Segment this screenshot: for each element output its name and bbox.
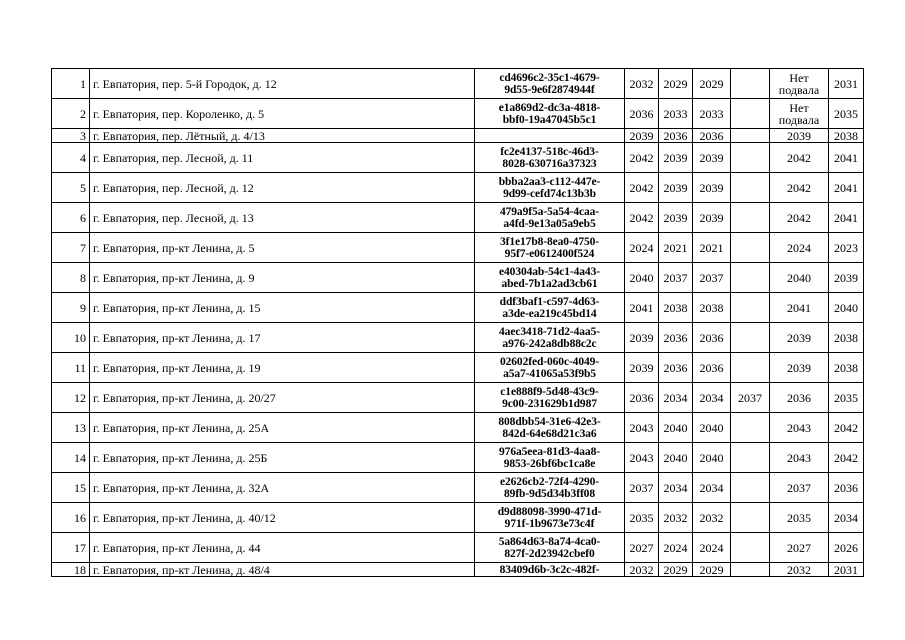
building-id-line-1: 4aec3418-71d2-4aa5-	[499, 325, 600, 338]
building-id-line-1: 479a9f5a-5a54-4caa-	[499, 205, 600, 218]
row-number-cell: 12	[52, 383, 90, 413]
year-cell-3: 2036	[693, 353, 731, 383]
row-number-cell: 11	[52, 353, 90, 383]
table-row	[52, 69, 864, 99]
year-cell-2: 2040	[659, 413, 693, 443]
building-id-line-1: e1a869d2-dc3a-4818-	[498, 101, 601, 114]
row-number-cell: 3	[52, 129, 90, 143]
table-row	[52, 413, 864, 443]
final-year-cell: 2036	[829, 473, 864, 503]
basement-cell: 2039	[770, 129, 829, 143]
extra-year-cell	[731, 263, 770, 293]
year-cell-2: 2029	[659, 69, 693, 99]
building-id-line-2: 9c00-231629b1d987	[502, 397, 597, 410]
address-cell: г. Евпатория, пр-кт Ленина, д. 25А	[90, 413, 475, 443]
building-id-cell	[475, 413, 625, 443]
building-id-line-1: fc2e4137-518c-46d3-	[500, 145, 599, 158]
year-cell-3: 2034	[693, 473, 731, 503]
year-cell-3: 2029	[693, 563, 731, 577]
building-id-cell	[475, 263, 625, 293]
building-id-line-1: 83409d6b-3c2c-482f-	[499, 563, 600, 576]
building-id-line-2: abed-7b1a2ad3cb61	[501, 277, 598, 290]
year-cell-2: 2039	[659, 143, 693, 173]
year-cell-1: 2043	[625, 413, 659, 443]
building-id-line-1: c1e888f9-5d48-43c9-	[500, 385, 599, 398]
extra-year-cell	[731, 99, 770, 129]
building-id-cell	[475, 69, 625, 99]
year-cell-2: 2033	[659, 99, 693, 129]
basement-cell: 2035	[770, 503, 829, 533]
basement-cell: 2036	[770, 383, 829, 413]
building-id-cell	[475, 323, 625, 353]
final-year-cell: 2031	[829, 563, 864, 577]
year-cell-3: 2039	[693, 143, 731, 173]
year-cell-2: 2039	[659, 203, 693, 233]
year-cell-1: 2039	[625, 353, 659, 383]
year-cell-1: 2043	[625, 443, 659, 473]
row-number-cell: 10	[52, 323, 90, 353]
extra-year-cell	[731, 293, 770, 323]
extra-year-cell	[731, 413, 770, 443]
table-row	[52, 203, 864, 233]
year-cell-2: 2039	[659, 173, 693, 203]
building-id-cell	[475, 563, 625, 577]
extra-year-cell	[731, 129, 770, 143]
year-cell-3: 2033	[693, 99, 731, 129]
extra-year-cell	[731, 203, 770, 233]
extra-year-cell	[731, 143, 770, 173]
year-cell-1: 2040	[625, 263, 659, 293]
building-id-cell	[475, 143, 625, 173]
extra-year-cell	[731, 563, 770, 577]
building-id-line-2: 827f-2d23942cbef0	[504, 547, 595, 560]
basement-cell: 2043	[770, 443, 829, 473]
address-cell: г. Евпатория, пр-кт Ленина, д. 15	[90, 293, 475, 323]
table-row	[52, 263, 864, 293]
row-number-cell: 2	[52, 99, 90, 129]
row-number-cell: 4	[52, 143, 90, 173]
address-cell: г. Евпатория, пер. Короленко, д. 5	[90, 99, 475, 129]
extra-year-cell	[731, 233, 770, 263]
row-number-cell: 8	[52, 263, 90, 293]
building-id-cell	[475, 129, 625, 143]
year-cell-2: 2024	[659, 533, 693, 563]
extra-year-cell	[731, 173, 770, 203]
building-id-cell	[475, 99, 625, 129]
address-cell: г. Евпатория, пр-кт Ленина, д. 40/12	[90, 503, 475, 533]
table-row	[52, 503, 864, 533]
address-cell: г. Евпатория, пер. Лётный, д. 4/13	[90, 129, 475, 143]
year-cell-3: 2024	[693, 533, 731, 563]
building-id-cell	[475, 203, 625, 233]
year-cell-1: 2036	[625, 99, 659, 129]
year-cell-1: 2042	[625, 203, 659, 233]
table-row	[52, 473, 864, 503]
basement-cell: 2043	[770, 413, 829, 443]
basement-cell: 2040	[770, 263, 829, 293]
table-row	[52, 353, 864, 383]
table-row	[52, 173, 864, 203]
extra-year-cell	[731, 533, 770, 563]
address-cell: г. Евпатория, пр-кт Ленина, д. 19	[90, 353, 475, 383]
final-year-cell: 2031	[829, 69, 864, 99]
basement-cell: 2039	[770, 353, 829, 383]
row-number-cell: 9	[52, 293, 90, 323]
basement-cell: Нет подвала	[770, 69, 829, 99]
building-id-line-2: bbf0-19a47045b5c1	[502, 113, 597, 126]
address-cell: г. Евпатория, пр-кт Ленина, д. 44	[90, 533, 475, 563]
building-id-line-2: 842d-64e68d21c3a6	[502, 427, 597, 440]
address-cell: г. Евпатория, пер. Лесной, д. 13	[90, 203, 475, 233]
address-cell: г. Евпатория, пр-кт Ленина, д. 32А	[90, 473, 475, 503]
basement-cell: 2041	[770, 293, 829, 323]
basement-cell: 2042	[770, 143, 829, 173]
building-id-line-1: 976a5eea-81d3-4aa8-	[499, 445, 600, 458]
extra-year-cell: 2037	[731, 383, 770, 413]
year-cell-1: 2041	[625, 293, 659, 323]
address-cell: г. Евпатория, пр-кт Ленина, д. 25Б	[90, 443, 475, 473]
address-cell: г. Евпатория, пр-кт Ленина, д. 20/27	[90, 383, 475, 413]
year-cell-2: 2036	[659, 353, 693, 383]
address-cell: г. Евпатория, пр-кт Ленина, д. 17	[90, 323, 475, 353]
basement-cell: 2027	[770, 533, 829, 563]
building-id-cell	[475, 353, 625, 383]
year-cell-1: 2027	[625, 533, 659, 563]
table-row	[52, 143, 864, 173]
basement-cell: Нет подвала	[770, 99, 829, 129]
table-row	[52, 233, 864, 263]
building-id-cell	[475, 293, 625, 323]
table-row	[52, 129, 864, 143]
year-cell-1: 2042	[625, 143, 659, 173]
row-number-cell: 7	[52, 233, 90, 263]
building-id-line-1: 02602fed-060c-4049-	[499, 355, 600, 368]
extra-year-cell	[731, 443, 770, 473]
year-cell-2: 2038	[659, 293, 693, 323]
year-cell-3: 2038	[693, 293, 731, 323]
table-row	[52, 443, 864, 473]
building-id-line-2: a4fd-9e13a05a9eb5	[503, 217, 596, 230]
building-id-line-1: 808dbb54-31e6-42e3-	[498, 415, 601, 428]
building-id-line-1: bbba2aa3-c112-447e-	[498, 175, 601, 188]
row-number-cell: 5	[52, 173, 90, 203]
year-cell-2: 2037	[659, 263, 693, 293]
building-id-cell	[475, 503, 625, 533]
year-cell-3: 2036	[693, 323, 731, 353]
year-cell-3: 2039	[693, 203, 731, 233]
year-cell-1: 2037	[625, 473, 659, 503]
final-year-cell: 2038	[829, 323, 864, 353]
row-number-cell: 14	[52, 443, 90, 473]
building-id-line-1: 3f1e17b8-8ea0-4750-	[499, 235, 600, 248]
year-cell-1: 2032	[625, 563, 659, 577]
year-cell-1: 2039	[625, 323, 659, 353]
building-id-line-2: 9d55-9e6f2874944f	[504, 83, 595, 96]
row-number-cell: 18	[52, 563, 90, 577]
row-number-cell: 17	[52, 533, 90, 563]
building-id-line-2: 89fb-9d5d34b3ff08	[504, 487, 595, 500]
year-cell-1: 2024	[625, 233, 659, 263]
final-year-cell: 2026	[829, 533, 864, 563]
building-id-line-1: d9d88098-3990-471d-	[497, 505, 602, 518]
year-cell-3: 2037	[693, 263, 731, 293]
year-cell-2: 2040	[659, 443, 693, 473]
address-cell: г. Евпатория, пр-кт Ленина, д. 9	[90, 263, 475, 293]
year-cell-3: 2036	[693, 129, 731, 143]
building-id-line-1: cd4696c2-35c1-4679-	[499, 71, 600, 84]
table-row	[52, 383, 864, 413]
extra-year-cell	[731, 69, 770, 99]
final-year-cell: 2023	[829, 233, 864, 263]
table-body	[52, 69, 864, 577]
document-table	[51, 68, 864, 577]
building-id-line-2: 8028-630716a37323	[502, 157, 597, 170]
final-year-cell: 2042	[829, 443, 864, 473]
year-cell-3: 2032	[693, 503, 731, 533]
year-cell-3: 2040	[693, 413, 731, 443]
basement-cell: 2042	[770, 203, 829, 233]
address-cell: г. Евпатория, пер. Лесной, д. 11	[90, 143, 475, 173]
table-row	[52, 563, 864, 577]
final-year-cell: 2042	[829, 413, 864, 443]
building-id-line-1: e2626cb2-72f4-4290-	[499, 475, 600, 488]
building-id-line-1: 5a864d63-8a74-4ca0-	[498, 535, 601, 548]
year-cell-3: 2034	[693, 383, 731, 413]
address-cell: г. Евпатория, пр-кт Ленина, д. 48/4	[90, 563, 475, 577]
year-cell-1: 2036	[625, 383, 659, 413]
basement-cell: 2042	[770, 173, 829, 203]
building-id-line-2: 9d99-cefd74c13b3b	[503, 187, 596, 200]
year-cell-1: 2035	[625, 503, 659, 533]
building-id-line-2: a976-242a8db88c2c	[502, 337, 597, 350]
year-cell-2: 2036	[659, 129, 693, 143]
basement-cell: 2024	[770, 233, 829, 263]
final-year-cell: 2041	[829, 143, 864, 173]
final-year-cell: 2035	[829, 99, 864, 129]
row-number-cell: 1	[52, 69, 90, 99]
building-id-cell	[475, 443, 625, 473]
row-number-cell: 13	[52, 413, 90, 443]
year-cell-2: 2032	[659, 503, 693, 533]
basement-cell: 2032	[770, 563, 829, 577]
final-year-cell: 2034	[829, 503, 864, 533]
row-number-cell: 6	[52, 203, 90, 233]
final-year-cell: 2041	[829, 173, 864, 203]
final-year-cell: 2040	[829, 293, 864, 323]
extra-year-cell	[731, 353, 770, 383]
year-cell-2: 2034	[659, 473, 693, 503]
building-id-line-1: ddf3baf1-c597-4d63-	[499, 295, 600, 308]
final-year-cell: 2041	[829, 203, 864, 233]
table-row	[52, 533, 864, 563]
basement-cell: 2037	[770, 473, 829, 503]
building-id-cell	[475, 383, 625, 413]
row-number-cell: 15	[52, 473, 90, 503]
extra-year-cell	[731, 473, 770, 503]
year-cell-3: 2040	[693, 443, 731, 473]
address-cell: г. Евпатория, пер. Лесной, д. 12	[90, 173, 475, 203]
table-row	[52, 323, 864, 353]
extra-year-cell	[731, 323, 770, 353]
extra-year-cell	[731, 503, 770, 533]
final-year-cell: 2035	[829, 383, 864, 413]
address-cell: г. Евпатория, пер. 5-й Городок, д. 12	[90, 69, 475, 99]
basement-cell: 2039	[770, 323, 829, 353]
final-year-cell: 2038	[829, 129, 864, 143]
final-year-cell: 2039	[829, 263, 864, 293]
building-id-line-2: 971f-1b9673e73c4f	[504, 517, 595, 530]
address-cell: г. Евпатория, пр-кт Ленина, д. 5	[90, 233, 475, 263]
building-id-line-2: a5a7-41065a53f9b5	[503, 367, 596, 380]
year-cell-1: 2039	[625, 129, 659, 143]
building-id-cell	[475, 533, 625, 563]
table-row	[52, 293, 864, 323]
year-cell-2: 2034	[659, 383, 693, 413]
table-row	[52, 99, 864, 129]
year-cell-2: 2036	[659, 323, 693, 353]
building-id-cell	[475, 473, 625, 503]
building-id-line-1: e40304ab-54c1-4a43-	[499, 265, 600, 278]
building-id-cell	[475, 233, 625, 263]
building-id-line-2: 95f7-e0612400f524	[504, 247, 595, 260]
building-id-line-2: 9853-26bf6bc1ca8e	[503, 457, 596, 470]
year-cell-3: 2021	[693, 233, 731, 263]
year-cell-3: 2029	[693, 69, 731, 99]
year-cell-3: 2039	[693, 173, 731, 203]
year-cell-2: 2021	[659, 233, 693, 263]
building-id-line-2: a3de-ea219c45bd14	[502, 307, 597, 320]
year-cell-2: 2029	[659, 563, 693, 577]
year-cell-1: 2032	[625, 69, 659, 99]
row-number-cell: 16	[52, 503, 90, 533]
building-id-cell	[475, 173, 625, 203]
final-year-cell: 2038	[829, 353, 864, 383]
year-cell-1: 2042	[625, 173, 659, 203]
